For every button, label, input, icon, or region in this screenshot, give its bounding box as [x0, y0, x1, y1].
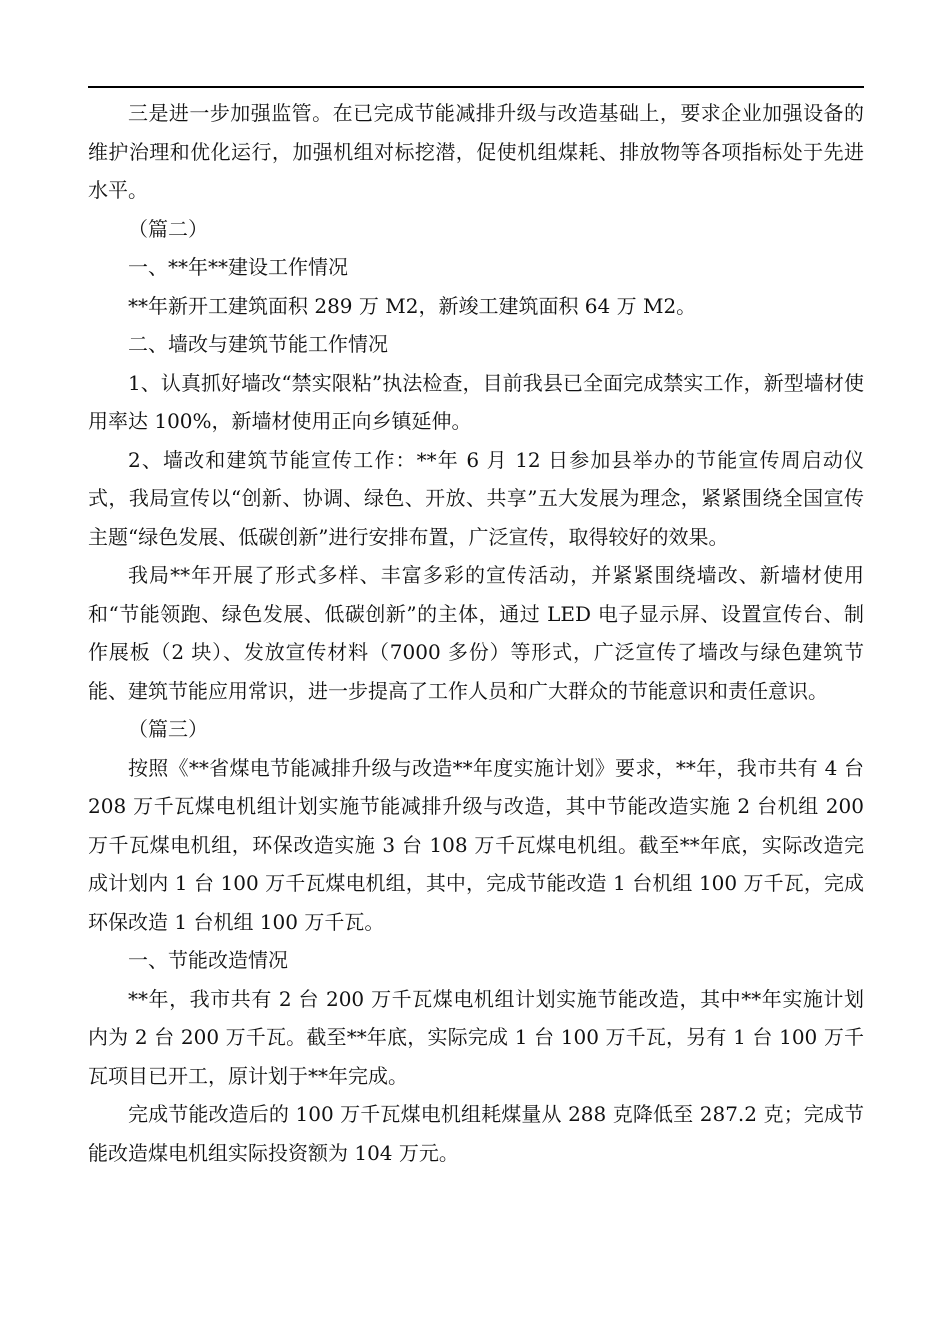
paragraph-publicity: 2、墙改和建筑节能宣传工作：**年 6 月 12 日参加县举办的节能宣传周启动仪式，我局宣传以“创新、协调、绿色、开放、共享”五大发展为理念，紧紧围绕全国宣传主题“绿色发展、低碳创新”进行安排布置，广泛宣传，取得较好的效果。 — [88, 447, 864, 549]
document-page — [88, 86, 864, 1172]
section-heading-part-three: （篇三） — [128, 717, 208, 741]
paragraph-activities: 我局**年开展了形式多样、丰富多彩的宣传活动，并紧紧围绕墙改、新墙材使用和“节能领跑、绿色发展、低碳创新”的主体，通过 LED 电子显示屏、设置宣传台、制作展板（2 块）、发放宣传材料（7000 多份）等形式，广泛宣传了墙改与绿色建筑节能、建筑节能应用常识，进一步提高了工作人员和广大群众的节能意识和责任意识。 — [88, 563, 864, 703]
paragraph-coal-consumption: 完成节能改造后的 100 万千瓦煤电机组耗煤量从 288 克降低至 287.2 克；完成节能改造煤电机组实际投资额为 104 万元。 — [88, 1102, 864, 1165]
section-heading-part-two: （篇二） — [128, 216, 208, 241]
paragraph-construction-area: **年新开工建筑面积 289 万 M2，新竣工建筑面积 64 万 M2。 — [128, 293, 697, 318]
header-rule — [88, 86, 864, 88]
paragraph-enforcement: 1、认真抓好墙改“禁实限粘”执法检查，目前我县已全面完成禁实工作，新型墙材使用率达 100%，新墙材使用正向乡镇延伸。 — [88, 370, 864, 433]
paragraph-supervision: 三是进一步加强监管。在已完成节能减排升级与改造基础上，要求企业加强设备的维护治理和优化运行，加强机组对标挖潜，促使机组煤耗、排放物等各项指标处于先进水平。 — [88, 101, 864, 202]
heading-construction-work: 一、**年**建设工作情况 — [128, 255, 348, 279]
paragraph-retrofit-progress: **年，我市共有 2 台 200 万千瓦煤电机组计划实施节能改造，其中**年实施计划内为 2 台 200 万千瓦。截至**年底，实际完成 1 台 100 万千瓦，另有 1 台 100 万千瓦项目已开工，原计划于**年完成。 — [88, 986, 864, 1088]
heading-energy-retrofit: 一、节能改造情况 — [128, 948, 288, 972]
heading-wall-reform: 二、墙改与建筑节能工作情况 — [128, 332, 388, 356]
paragraph-plan: 按照《**省煤电节能减排升级与改造**年度实施计划》要求，**年，我市共有 4 台 208 万千瓦煤电机组计划实施节能减排升级与改造，其中节能改造实施 2 台机组 200 万千瓦煤电机组，环保改造实施 3 台 108 万千瓦煤电机组。截至**年底，实际改造完成计划内 1 台 100 万千瓦煤电机组，其中，完成节能改造 1 台机组 100 万千瓦，完成环保改造 1 台机组 100 万千瓦。 — [88, 755, 864, 934]
